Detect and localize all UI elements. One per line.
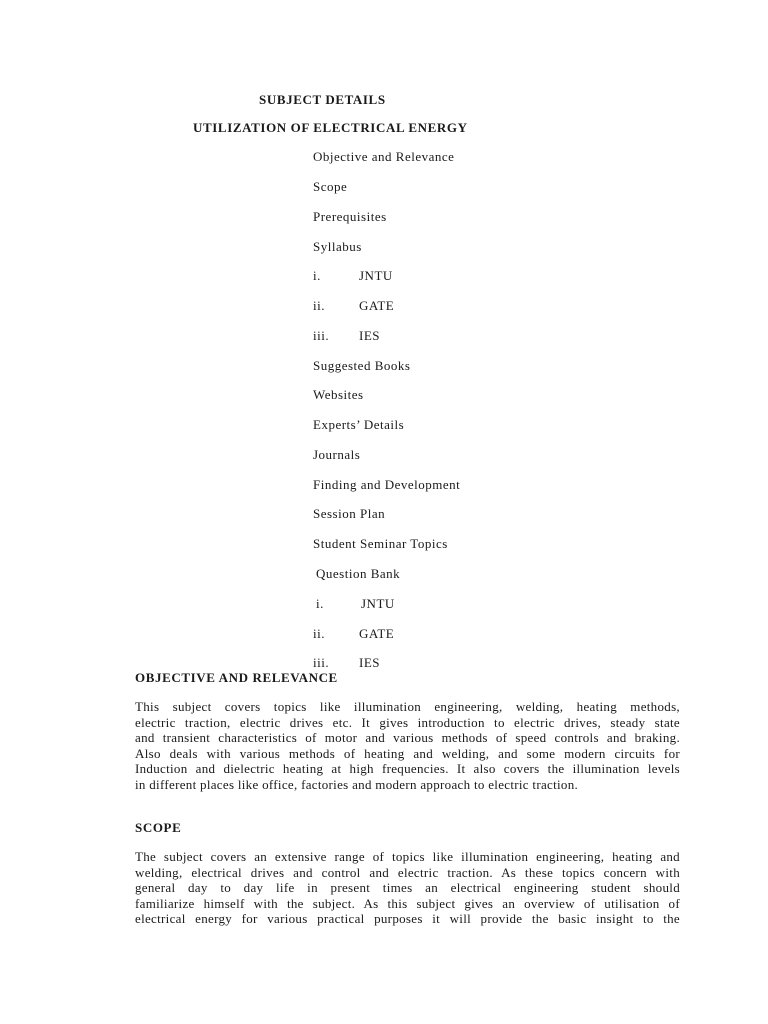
toc-question-bank-number: i. — [316, 596, 324, 611]
toc-item-syllabus: Syllabus — [313, 239, 362, 254]
scope-line: welding, electrical drives and control and electric traction. As these topics concern with — [135, 864, 680, 880]
toc-question-bank-item-gate: GATE — [359, 626, 395, 641]
toc-question-bank-item-ies: IES — [359, 655, 380, 670]
scope-heading: SCOPE — [135, 820, 182, 835]
toc-question-bank-number: iii. — [313, 655, 330, 670]
toc-question-bank-item-jntu: JNTU — [361, 596, 395, 611]
toc-syllabus-item-gate: GATE — [359, 298, 395, 313]
scope-line: electrical energy for various practical purposes it will provide the basic insight to the — [135, 911, 680, 926]
toc-item-journals: Journals — [313, 447, 361, 462]
objective-line: in different places like office, factories and modern approach to electric traction. — [135, 776, 579, 792]
toc-item-prerequisites: Prerequisites — [313, 209, 387, 224]
toc-syllabus-number: i. — [313, 268, 321, 283]
scope-line: The subject covers an extensive range of topics like illumination engineering, heating and — [135, 849, 680, 864]
objective-line: This subject covers topics like illumination engineering, welding, heating methods, — [135, 699, 680, 714]
objective-line: electric traction, electric drives etc. It gives introduction to electric drives, steady state — [135, 714, 680, 730]
scope-paragraph — [135, 849, 680, 927]
toc-item-session-plan: Session Plan — [313, 506, 386, 521]
toc-item-scope: Scope — [313, 179, 348, 194]
toc-syllabus-number: iii. — [313, 328, 330, 343]
toc-item-websites: Websites — [313, 387, 364, 402]
toc-question-bank-number: ii. — [313, 626, 325, 641]
toc-item-experts: Experts’ Details — [313, 417, 405, 432]
objective-line: Also deals with various methods of heating and welding, and some modern circuits for — [135, 745, 680, 761]
toc-item-suggested-books: Suggested Books — [313, 358, 411, 373]
toc-item-question-bank: Question Bank — [316, 566, 401, 581]
toc-syllabus-item-jntu: JNTU — [359, 268, 393, 283]
objective-heading: OBJECTIVE AND RELEVANCE — [135, 670, 338, 685]
subject-title: UTILIZATION OF ELECTRICAL ENERGY — [193, 120, 468, 135]
objective-line: Induction and dielectric heating at high frequencies. It also covers the illumination levels — [135, 761, 680, 776]
toc-item-objective: Objective and Relevance — [313, 149, 455, 164]
scope-line: familiarize himself with the subject. As this subject gives an overview of utilisation of — [135, 895, 680, 911]
objective-paragraph — [135, 699, 680, 792]
document-title: SUBJECT DETAILS — [259, 92, 386, 107]
toc-syllabus-number: ii. — [313, 298, 325, 313]
objective-line: and transient characteristics of motor and various methods of speed controls and braking. — [135, 730, 680, 745]
toc-item-finding: Finding and Development — [313, 477, 461, 492]
toc-syllabus-item-ies: IES — [359, 328, 380, 343]
scope-line: general day to day life in present times an electrical engineering student should — [135, 880, 680, 895]
toc-item-seminar: Student Seminar Topics — [313, 536, 448, 551]
